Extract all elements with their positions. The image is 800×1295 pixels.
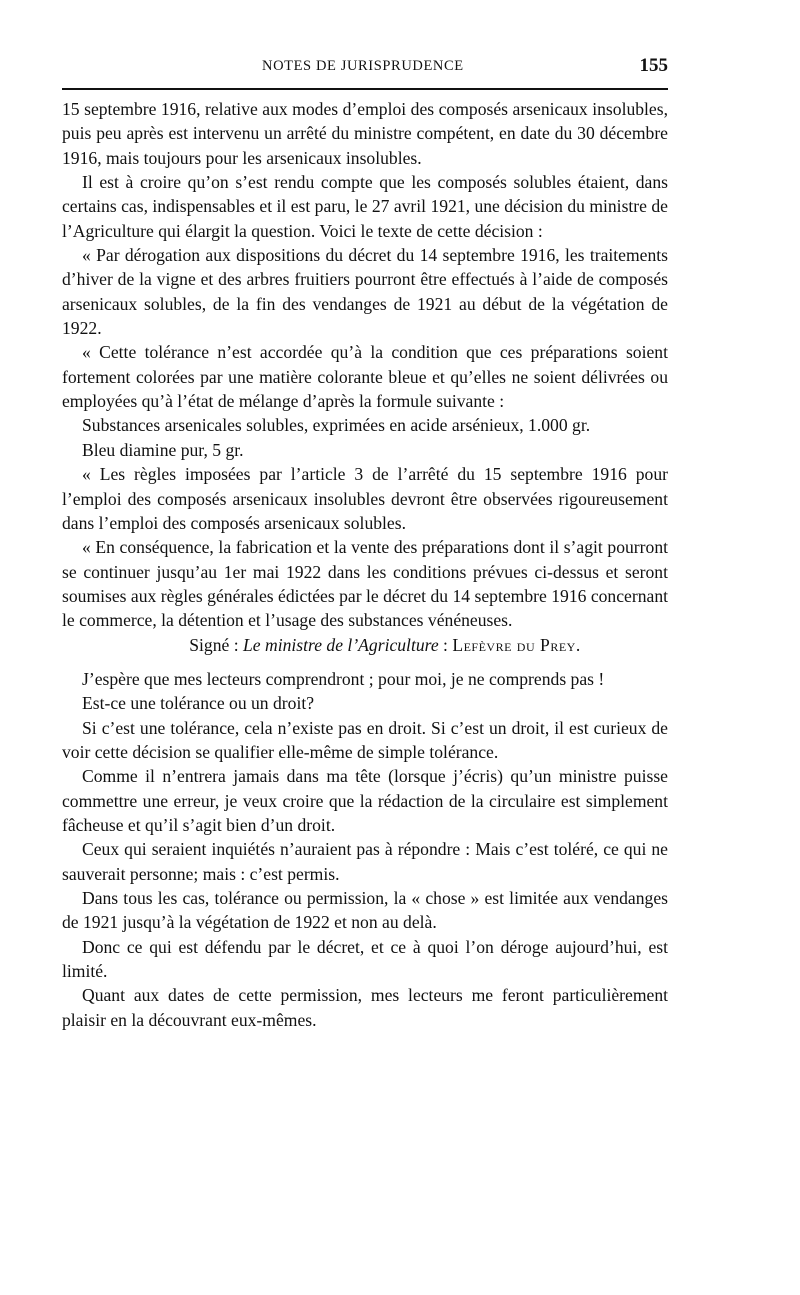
commentary-paragraph: Dans tous les cas, tolérance ou permission, la « chose » est limitée aux vendanges de 1921 jusqu’à la végétation de 1922 et non au delà. [62,888,668,933]
page-header [62,55,668,82]
paragraph-continuation: 15 septembre 1916, relative aux modes d’emploi des composés arsenicaux insolubles, puis peu après est intervenu un arrêté du ministre compétent, en date du 30 décembre 1916, mais toujours pour les arsenicaux insolubles. [62,99,668,168]
signature-role: Le ministre de l’Agriculture [243,634,439,655]
page-number: 155 [639,55,668,76]
signature-separator: : [438,634,453,655]
quoted-paragraph: « Cette tolérance n’est accordée qu’à la condition que ces préparations soient fortement colorées par une matière colorante bleue et qu’elles ne soient délivrées ou employées qu’à l’état de mélange d’après la formule suivante : [62,342,668,412]
quoted-paragraph: « En conséquence, la fabrication et la vente des préparations dont il s’agit pourront se continuer jusqu’au 1er mai 1922 dans les conditions prévues ci-dessus et seront soumises aux règles générales édictées par le décret du 14 septembre 1916 concernant le commerce, la détention et l’usage des substances vénéneuses. [62,537,668,631]
commentary-paragraph: Donc ce qui est défendu par le décret, et ce à quoi l’on déroge aujourd’hui, est limité. [62,936,668,982]
signature-line [62,633,668,657]
commentary-paragraph: Si c’est une tolérance, cela n’existe pas en droit. Si c’est un droit, il est curieux de voir cette décision se qualifier elle-même de simple tolérance. [62,717,668,762]
signature-name: Lefèvre du Prey. [452,634,581,655]
body-text [62,97,668,1032]
commentary-paragraph: J’espère que mes lecteurs comprendront ; pour moi, je ne comprends pas ! [82,668,605,689]
commentary-paragraph: Ceux qui seraient inquiétés n’auraient pas à répondre : Mais c’est toléré, ce qui ne sauverait personne; mais : c’est permis. [62,839,668,884]
commentary-paragraph: Est-ce une tolérance ou un droit? [82,693,315,714]
header-rule [62,88,668,90]
commentary-paragraph: Quant aux dates de cette permission, mes lecteurs me feront particulièrement plaisir en la découvrant eux-mêmes. [62,985,668,1030]
spacer [62,657,668,667]
formula-line: Bleu diamine pur, 5 gr. [82,439,244,460]
signature-prefix: Signé : [189,634,244,655]
commentary-paragraph: Comme il n’entrera jamais dans ma tête (lorsque j’écris) qu’un ministre puisse commettre une erreur, je veux croire que la rédaction de la circulaire est simplement fâcheuse et qu’il s’agit bien d’un droit. [62,766,668,835]
running-title: NOTES DE JURISPRUDENCE [262,58,464,74]
quoted-paragraph: « Les règles imposées par l’article 3 de l’arrêté du 15 septembre 1916 pour l’emploi des composés arsenicaux insolubles devront être observées rigoureusement dans l’emploi des composés arsenicaux solubles. [62,464,668,533]
formula-line: Substances arsenicales solubles, exprimées en acide arsénieux, 1.000 gr. [82,415,591,436]
paragraph: Il est à croire qu’on s’est rendu compte que les composés solubles étaient, dans certains cas, indispensables et il est paru, le 27 avril 1921, une décision du ministre de l’Agriculture qui élargit la question. Voici le texte de cette décision : [62,172,668,241]
quoted-paragraph: « Par dérogation aux dispositions du décret du 14 septembre 1916, les traitements d’hiver de la vigne et des arbres fruitiers pourront être effectués à l’aide de composés arsenicaux solubles, de la fin des vendanges de 1921 au début de la végétation de 1922. [62,245,668,339]
